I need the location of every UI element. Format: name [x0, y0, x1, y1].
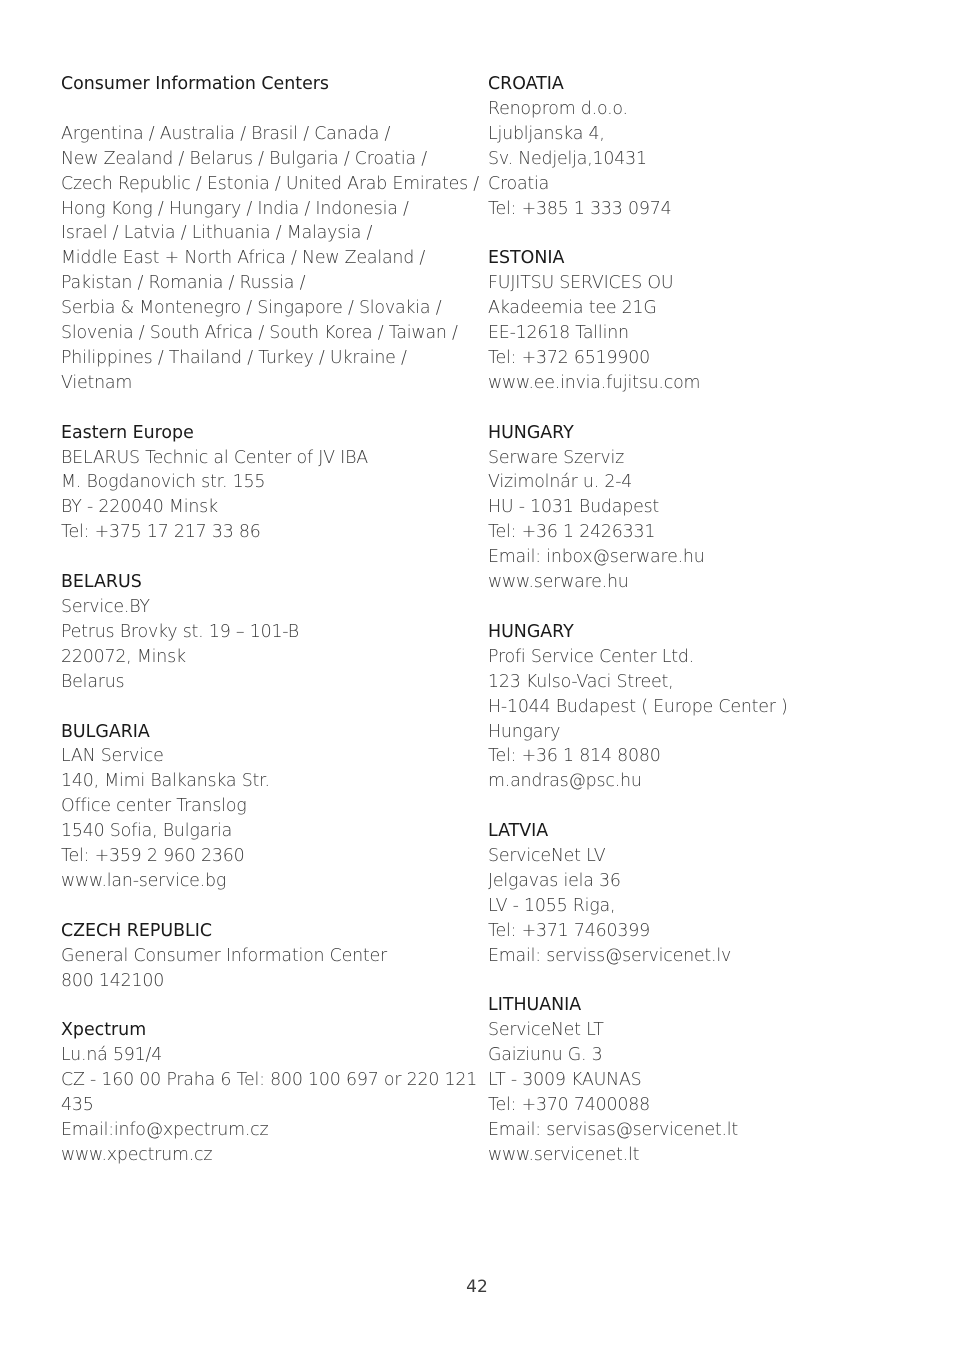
contact-line: Petrus Brovky st. 19 – 101-B [61, 621, 299, 642]
contact-line: www.ee.invia.fujitsu.com [488, 372, 701, 393]
contact-line: LV - 1055 Riga, [488, 895, 616, 916]
section-heading: CZECH REPUBLIC [61, 920, 212, 941]
contact-line: 140, Mimi Balkanska Str. [61, 771, 270, 792]
contact-line: BY - 220040 Minsk [61, 497, 218, 518]
contact-block-estonia [488, 246, 908, 395]
section-heading: CROATIA [488, 74, 564, 94]
contact-line: Philippines / Thailand / Turkey / Ukraine / [61, 347, 407, 368]
contact-block-latvia [488, 819, 908, 968]
contact-line: FUJITSU SERVICES OU [488, 273, 674, 294]
contact-line: Hungary [488, 721, 561, 742]
contact-block-consumer-information-centers [61, 72, 471, 97]
contact-line: www.servicenet.lt [488, 1144, 640, 1165]
contact-line: Argentina / Australia / Brasil / Canada / [61, 123, 391, 144]
contact-line: Sv. Nedjelja,10431 [488, 148, 647, 169]
contact-line: 435 [61, 1095, 94, 1116]
contact-line: LAN Service [61, 746, 164, 767]
contact-block-croatia [488, 72, 908, 221]
section-heading: Consumer Information Centers [61, 74, 329, 94]
left-column [61, 72, 479, 1193]
section-heading: HUNGARY [488, 621, 574, 642]
right-column [488, 72, 908, 1193]
contact-line: Tel: +36 1 814 8080 [488, 746, 661, 767]
contact-line: 123 Kulso-Vaci Street, [488, 671, 674, 692]
contact-line: Service.BY [61, 596, 150, 617]
section-heading: BELARUS [61, 572, 142, 593]
contact-line: Tel: +385 1 333 0974 [488, 198, 672, 219]
contact-line: Tel: +372 6519900 [488, 347, 650, 368]
contact-line: Office center Translog [61, 796, 247, 817]
contact-line: Lu.ná 591/4 [61, 1045, 163, 1066]
page-number: 42 [466, 1277, 488, 1297]
contact-line: Belarus [61, 671, 125, 692]
section-heading: HUNGARY [488, 422, 574, 443]
contact-line: Vizimolnár u. 2-4 [488, 472, 633, 493]
contact-line: New Zealand / Belarus / Bulgaria / Croatia / [61, 148, 427, 169]
contact-block-czech-republic [61, 919, 471, 994]
contact-line: Tel: +36 1 2426331 [488, 522, 656, 543]
contact-block-eastern-europe [61, 421, 471, 546]
contact-block-country-list [61, 122, 479, 396]
contact-line: Slovenia / South Africa / South Korea / Taiwan / [61, 323, 458, 344]
contact-line: ServiceNet LT [488, 1020, 604, 1041]
contact-line: 220072, Minsk [61, 646, 186, 667]
section-heading: ESTONIA [488, 248, 565, 269]
contact-line: M. Bogdanovich str. 155 [61, 472, 266, 493]
section-heading: Xpectrum [61, 1020, 147, 1041]
contact-block-bulgaria [61, 720, 471, 894]
contact-line: www.lan-service.bg [61, 870, 227, 891]
contact-line: 1540 Sofia, Bulgaria [61, 821, 233, 842]
contact-line: Middle East + North Africa / New Zealand / [61, 248, 426, 269]
contact-line: Serbia & Montenegro / Singapore / Slovakia / [61, 298, 442, 319]
contact-line: Jelgavas iela 36 [488, 870, 621, 891]
contact-line: General Consumer Information Center [61, 945, 387, 966]
contact-line: Email: servisas@servicenet.lt [488, 1119, 739, 1140]
contact-line: Tel: +375 17 217 33 86 [61, 522, 261, 543]
contact-line: Tel: +359 2 960 2360 [61, 846, 245, 867]
contact-line: m.andras@psc.hu [488, 771, 642, 792]
contact-line: LT - 3009 KAUNAS [488, 1070, 642, 1091]
contact-line: Serware Szerviz [488, 447, 625, 468]
contact-block-hungary [488, 620, 908, 794]
contact-block-hungary [488, 421, 908, 595]
contact-line: Israel / Latvia / Lithuania / Malaysia / [61, 223, 373, 244]
contact-line: HU - 1031 Budapest [488, 497, 660, 518]
contact-line: Akadeemia tee 21G [488, 298, 657, 319]
contact-line: Pakistan / Romania / Russia / [61, 273, 306, 294]
contact-block-lithuania [488, 993, 908, 1167]
contact-line: BELARUS Technic al Center of JV IBA [61, 447, 368, 468]
section-heading: LATVIA [488, 821, 549, 842]
contact-block-belarus [61, 570, 471, 695]
contact-line: Gaiziunu G. 3 [488, 1045, 603, 1066]
contact-line: Ljubljanska 4, [488, 123, 605, 144]
contact-line: Email: serviss@servicenet.lv [488, 945, 732, 966]
contact-block-xpectrum [61, 1018, 478, 1167]
contact-line: ServiceNet LV [488, 846, 606, 867]
contact-line: Email:info@xpectrum.cz [61, 1119, 269, 1140]
contact-line: Email: inbox@serware.hu [488, 547, 705, 568]
section-heading: LITHUANIA [488, 995, 582, 1016]
section-heading: BULGARIA [61, 721, 150, 742]
contact-line: Profi Service Center Ltd. [488, 646, 695, 667]
contact-line: Tel: +371 7460399 [488, 920, 650, 941]
contact-line: EE-12618 Tallinn [488, 323, 629, 344]
contact-line: www.serware.hu [488, 572, 629, 593]
contact-line: Croatia [488, 173, 550, 194]
section-heading: Eastern Europe [61, 422, 194, 443]
contact-line: Vietnam [61, 372, 133, 393]
contact-line: www.xpectrum.cz [61, 1144, 213, 1165]
contact-line: 800 142100 [61, 970, 165, 991]
contact-line: CZ - 160 00 Praha 6 Tel: 800 100 697 or 220 121 [61, 1070, 478, 1091]
contact-line: Czech Republic / Estonia / United Arab Emirates / [61, 173, 479, 194]
contact-line: Renoprom d.o.o. [488, 98, 628, 119]
contact-line: H-1044 Budapest ( Europe Center ) [488, 696, 788, 717]
contact-line: Tel: +370 7400088 [488, 1095, 650, 1116]
contact-line: Hong Kong / Hungary / India / Indonesia / [61, 198, 409, 219]
